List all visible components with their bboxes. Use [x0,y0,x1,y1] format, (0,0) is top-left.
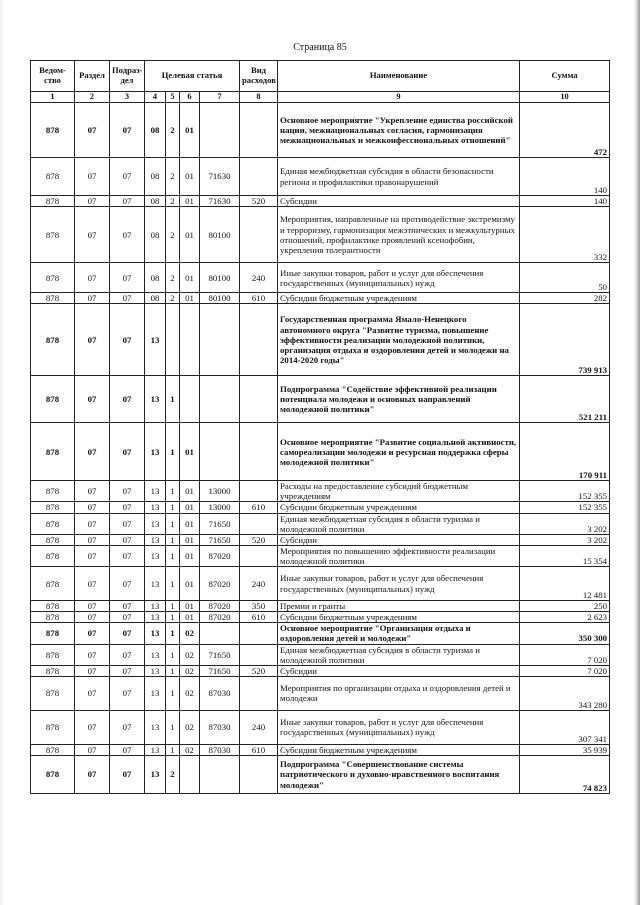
header-vedomstvo: Ведом-ство [31,61,75,92]
cell-vedomstvo: 878 [31,376,75,423]
cell-razdel: 07 [75,423,110,481]
cell-celevaya-3 [180,376,200,423]
cell-naimenovanie: Субсидии бюджетным учреждениям [278,293,520,304]
cell-razdel: 07 [75,263,110,293]
cell-podrazdel: 07 [110,376,145,423]
cell-summa: 307 341 [520,710,610,744]
cell-celevaya-1: 13 [145,665,166,676]
cell-celevaya-2: 1 [166,601,180,612]
cell-celevaya-1: 13 [145,304,166,376]
cell-celevaya-1: 13 [145,612,166,623]
cell-razdel: 07 [75,513,110,534]
cell-vid-rashodov [240,103,278,158]
cell-razdel: 07 [75,196,110,207]
col-number: 10 [520,92,610,103]
cell-celevaya-3: 01 [180,481,200,502]
cell-naimenovanie: Иные закупки товаров, работ и услуг для обеспечения государственных (муниципальных) нужд [278,710,520,744]
cell-razdel: 07 [75,601,110,612]
cell-summa: 739 913 [520,304,610,376]
table-header [31,61,610,103]
cell-celevaya-1: 13 [145,601,166,612]
cell-celevaya-3: 01 [180,601,200,612]
cell-summa: 343 280 [520,676,610,710]
cell-celevaya-1: 13 [145,534,166,545]
cell-celevaya-4: 80100 [200,293,240,304]
table-row [31,676,610,710]
cell-vid-rashodov: 240 [240,710,278,744]
cell-razdel: 07 [75,376,110,423]
cell-celevaya-4: 71650 [200,513,240,534]
table-row [31,755,610,793]
cell-razdel: 07 [75,612,110,623]
cell-podrazdel: 07 [110,567,145,601]
cell-vid-rashodov: 610 [240,612,278,623]
cell-podrazdel: 07 [110,755,145,793]
cell-vid-rashodov [240,545,278,566]
cell-vedomstvo: 878 [31,755,75,793]
cell-celevaya-1: 13 [145,423,166,481]
cell-vid-rashodov [240,676,278,710]
scan-right-edge [634,0,640,905]
cell-podrazdel: 07 [110,644,145,665]
cell-celevaya-4: 87030 [200,676,240,710]
cell-vid-rashodov: 350 [240,601,278,612]
cell-celevaya-3: 01 [180,567,200,601]
cell-summa: 7 020 [520,644,610,665]
cell-celevaya-3: 01 [180,196,200,207]
cell-celevaya-2: 2 [166,158,180,196]
cell-naimenovanie: Подпрограмма "Совершенствование системы патриотического и духовно-нравственного воспитания молодежи" [278,755,520,793]
cell-celevaya-4: 80100 [200,263,240,293]
cell-summa: 282 [520,293,610,304]
cell-podrazdel: 07 [110,423,145,481]
cell-celevaya-2 [166,304,180,376]
cell-celevaya-4: 87030 [200,710,240,744]
cell-razdel: 07 [75,567,110,601]
cell-celevaya-1: 13 [145,623,166,644]
cell-naimenovanie: Единая межбюджетная субсидия в области безопасности региона и профилактики правонарушений [278,158,520,196]
cell-celevaya-3: 01 [180,545,200,566]
cell-podrazdel: 07 [110,158,145,196]
table-row [31,612,610,623]
cell-celevaya-4: 71650 [200,665,240,676]
col-number: 8 [240,92,278,103]
cell-vedomstvo: 878 [31,534,75,545]
cell-naimenovanie: Иные закупки товаров, работ и услуг для обеспечения государственных (муниципальных) нужд [278,567,520,601]
cell-vid-rashodov [240,623,278,644]
cell-vedomstvo: 878 [31,481,75,502]
table-row [31,103,610,158]
cell-podrazdel: 07 [110,612,145,623]
cell-vid-rashodov [240,376,278,423]
cell-vid-rashodov [240,158,278,196]
header-summa: Сумма [520,61,610,92]
cell-podrazdel: 07 [110,744,145,755]
cell-podrazdel: 07 [110,207,145,263]
cell-celevaya-2: 1 [166,481,180,502]
budget-table [30,60,610,794]
col-number: 3 [110,92,145,103]
cell-summa: 140 [520,158,610,196]
cell-summa: 350 300 [520,623,610,644]
cell-naimenovanie: Субсидии [278,534,520,545]
cell-celevaya-1: 08 [145,196,166,207]
cell-celevaya-2: 2 [166,293,180,304]
cell-naimenovanie: Субсидии бюджетным учреждениям [278,502,520,513]
cell-celevaya-2: 1 [166,744,180,755]
cell-celevaya-1: 13 [145,545,166,566]
cell-naimenovanie: Основное мероприятие "Укрепление единства российской нации, межнациональных согласия, гармонизация межнациональных и межконфессиональных отношений" [278,103,520,158]
cell-razdel: 07 [75,481,110,502]
cell-naimenovanie: Субсидии бюджетным учреждениям [278,744,520,755]
cell-razdel: 07 [75,545,110,566]
cell-celevaya-1: 13 [145,755,166,793]
cell-celevaya-4: 80100 [200,207,240,263]
table-row [31,196,610,207]
cell-celevaya-1: 13 [145,502,166,513]
table-body [31,103,610,794]
cell-razdel: 07 [75,623,110,644]
table-row [31,293,610,304]
cell-celevaya-3: 01 [180,513,200,534]
header-naimenovanie: Наименование [278,61,520,92]
cell-celevaya-2: 1 [166,612,180,623]
table-row [31,623,610,644]
cell-celevaya-1: 08 [145,293,166,304]
cell-vid-rashodov [240,423,278,481]
cell-naimenovanie: Основное мероприятие "Организация отдыха и оздоровления детей и молодежи" [278,623,520,644]
col-number: 7 [200,92,240,103]
cell-celevaya-4: 87030 [200,744,240,755]
cell-vedomstvo: 878 [31,158,75,196]
cell-celevaya-2: 2 [166,196,180,207]
header-podrazdel: Подраз-дел [110,61,145,92]
table-row [31,376,610,423]
table-row [31,545,610,566]
cell-celevaya-2: 1 [166,513,180,534]
budget-table-container [30,60,609,794]
cell-celevaya-4: 87020 [200,567,240,601]
table-row [31,744,610,755]
cell-razdel: 07 [75,644,110,665]
cell-summa: 521 211 [520,376,610,423]
cell-naimenovanie: Основное мероприятие "Развитие социальной активности, самореализации молодежи и ресурсная поддержка сферы молодежной политики" [278,423,520,481]
cell-summa: 170 911 [520,423,610,481]
table-row [31,644,610,665]
cell-naimenovanie: Субсидии бюджетным учреждениям [278,612,520,623]
cell-celevaya-2: 1 [166,676,180,710]
table-row [31,513,610,534]
cell-razdel: 07 [75,676,110,710]
cell-celevaya-2: 1 [166,376,180,423]
col-number: 4 [145,92,166,103]
cell-celevaya-3: 01 [180,103,200,158]
cell-vedomstvo: 878 [31,423,75,481]
cell-vid-rashodov: 610 [240,502,278,513]
cell-celevaya-3: 01 [180,423,200,481]
cell-celevaya-3: 01 [180,534,200,545]
cell-celevaya-3: 02 [180,744,200,755]
cell-celevaya-2: 2 [166,207,180,263]
cell-naimenovanie: Субсидии [278,196,520,207]
cell-celevaya-4 [200,103,240,158]
cell-celevaya-1: 13 [145,481,166,502]
cell-celevaya-1: 13 [145,710,166,744]
table-row [31,665,610,676]
table-row [31,423,610,481]
cell-podrazdel: 07 [110,103,145,158]
cell-celevaya-3: 02 [180,665,200,676]
cell-podrazdel: 07 [110,513,145,534]
cell-vid-rashodov: 610 [240,293,278,304]
cell-vedomstvo: 878 [31,545,75,566]
cell-celevaya-1: 13 [145,676,166,710]
cell-podrazdel: 07 [110,545,145,566]
cell-razdel: 07 [75,502,110,513]
cell-podrazdel: 07 [110,676,145,710]
cell-celevaya-2: 1 [166,644,180,665]
cell-vedomstvo: 878 [31,196,75,207]
cell-celevaya-1: 08 [145,103,166,158]
cell-naimenovanie: Расходы на предоставление субсидий бюджетным учреждениям [278,481,520,502]
cell-celevaya-3: 01 [180,502,200,513]
cell-celevaya-2: 2 [166,103,180,158]
cell-celevaya-4: 13000 [200,502,240,513]
cell-podrazdel: 07 [110,623,145,644]
cell-razdel: 07 [75,534,110,545]
cell-naimenovanie: Мероприятия по повышению эффективности реализации молодежной политики [278,545,520,566]
cell-vid-rashodov [240,207,278,263]
cell-celevaya-3: 02 [180,710,200,744]
cell-razdel: 07 [75,755,110,793]
header-vid-rashodov: Вид расходов [240,61,278,92]
column-number-row [31,92,610,103]
cell-razdel: 07 [75,710,110,744]
cell-naimenovanie: Мероприятия по организации отдыха и оздоровления детей и молодежи [278,676,520,710]
table-row [31,601,610,612]
cell-vedomstvo: 878 [31,103,75,158]
cell-celevaya-4: 71650 [200,644,240,665]
cell-podrazdel: 07 [110,196,145,207]
cell-podrazdel: 07 [110,665,145,676]
cell-celevaya-2: 1 [166,710,180,744]
cell-naimenovanie: Субсидии [278,665,520,676]
cell-podrazdel: 07 [110,293,145,304]
col-number: 9 [278,92,520,103]
cell-vedomstvo: 878 [31,612,75,623]
cell-celevaya-2: 1 [166,623,180,644]
cell-vedomstvo: 878 [31,744,75,755]
cell-vid-rashodov [240,481,278,502]
cell-naimenovanie: Единая межбюджетная субсидия в области туризма и молодежной политики [278,644,520,665]
cell-podrazdel: 07 [110,263,145,293]
cell-summa: 152 355 [520,481,610,502]
cell-vedomstvo: 878 [31,665,75,676]
cell-razdel: 07 [75,744,110,755]
cell-celevaya-4 [200,376,240,423]
cell-razdel: 07 [75,293,110,304]
cell-celevaya-2: 1 [166,534,180,545]
cell-summa: 140 [520,196,610,207]
page-label: Страница 85 [293,42,347,53]
cell-summa: 12 481 [520,567,610,601]
cell-razdel: 07 [75,304,110,376]
col-number: 1 [31,92,75,103]
cell-vid-rashodov: 240 [240,567,278,601]
cell-celevaya-4: 71630 [200,158,240,196]
cell-vedomstvo: 878 [31,710,75,744]
cell-celevaya-1: 08 [145,158,166,196]
cell-celevaya-2: 1 [166,545,180,566]
cell-celevaya-4: 71630 [200,196,240,207]
cell-summa: 74 823 [520,755,610,793]
cell-naimenovanie: Мероприятия, направленные на противодействие экстремизму и терроризму, гармонизация межэтнических и межкультурных отношений, профилактике проявлений ксенофобии, укрепления толерантности [278,207,520,263]
cell-summa: 3 202 [520,534,610,545]
cell-celevaya-4 [200,623,240,644]
table-row [31,534,610,545]
table-row [31,481,610,502]
table-row [31,158,610,196]
cell-vedomstvo: 878 [31,567,75,601]
cell-podrazdel: 07 [110,601,145,612]
header-celevaya-statya: Целевая статья [145,61,240,92]
cell-vid-rashodov [240,304,278,376]
cell-celevaya-4 [200,423,240,481]
cell-razdel: 07 [75,103,110,158]
cell-celevaya-1: 13 [145,567,166,601]
cell-celevaya-3: 01 [180,207,200,263]
cell-celevaya-2: 1 [166,567,180,601]
cell-summa: 3 202 [520,513,610,534]
cell-vedomstvo: 878 [31,502,75,513]
cell-naimenovanie: Подпрограмма "Содействие эффективной реализации потенциала молодежи и основных направлений молодежной политики" [278,376,520,423]
cell-celevaya-1: 08 [145,263,166,293]
cell-celevaya-2: 1 [166,423,180,481]
cell-vid-rashodov [240,755,278,793]
cell-celevaya-3: 01 [180,612,200,623]
cell-celevaya-4: 87020 [200,601,240,612]
cell-podrazdel: 07 [110,534,145,545]
table-row [31,263,610,293]
cell-vedomstvo: 878 [31,207,75,263]
cell-celevaya-1: 13 [145,644,166,665]
cell-podrazdel: 07 [110,304,145,376]
cell-vedomstvo: 878 [31,513,75,534]
cell-vid-rashodov: 520 [240,534,278,545]
cell-celevaya-4: 87020 [200,545,240,566]
cell-celevaya-3 [180,755,200,793]
table-row [31,304,610,376]
cell-vedomstvo: 878 [31,676,75,710]
cell-summa: 472 [520,103,610,158]
cell-celevaya-1: 13 [145,376,166,423]
cell-vid-rashodov: 240 [240,263,278,293]
table-row [31,567,610,601]
cell-summa: 332 [520,207,610,263]
cell-vid-rashodov: 520 [240,196,278,207]
cell-celevaya-4: 13000 [200,481,240,502]
cell-vid-rashodov: 520 [240,665,278,676]
cell-vedomstvo: 878 [31,304,75,376]
cell-celevaya-3: 02 [180,623,200,644]
cell-vid-rashodov: 610 [240,744,278,755]
col-number: 5 [166,92,180,103]
cell-vedomstvo: 878 [31,623,75,644]
cell-celevaya-3 [180,304,200,376]
cell-celevaya-4: 87020 [200,612,240,623]
cell-celevaya-3: 01 [180,293,200,304]
cell-celevaya-3: 02 [180,676,200,710]
cell-naimenovanie: Иные закупки товаров, работ и услуг для обеспечения государственных (муниципальных) нужд [278,263,520,293]
cell-podrazdel: 07 [110,481,145,502]
cell-celevaya-4 [200,755,240,793]
cell-naimenovanie: Единая межбюджетная субсидия в области туризма и молодежной политики [278,513,520,534]
cell-podrazdel: 07 [110,502,145,513]
cell-celevaya-4 [200,304,240,376]
cell-celevaya-1: 13 [145,513,166,534]
header-razdel: Раздел [75,61,110,92]
cell-vedomstvo: 878 [31,263,75,293]
cell-podrazdel: 07 [110,710,145,744]
cell-celevaya-3: 01 [180,158,200,196]
cell-celevaya-2: 1 [166,502,180,513]
cell-summa: 2 623 [520,612,610,623]
table-row [31,710,610,744]
cell-summa: 50 [520,263,610,293]
cell-summa: 35 939 [520,744,610,755]
cell-summa: 250 [520,601,610,612]
cell-vedomstvo: 878 [31,644,75,665]
cell-vid-rashodov [240,513,278,534]
cell-razdel: 07 [75,158,110,196]
cell-celevaya-2: 1 [166,665,180,676]
cell-celevaya-3: 02 [180,644,200,665]
cell-celevaya-2: 2 [166,755,180,793]
cell-summa: 152 355 [520,502,610,513]
scan-left-edge [0,0,3,905]
cell-summa: 7 020 [520,665,610,676]
cell-summa: 15 354 [520,545,610,566]
cell-celevaya-3: 01 [180,263,200,293]
table-row [31,207,610,263]
cell-vedomstvo: 878 [31,601,75,612]
cell-celevaya-1: 13 [145,744,166,755]
cell-naimenovanie: Государственная программа Ямало-Ненецкого автономного округа "Развитие туризма, повышение эффективности реализации молодежной политики, организация отдыха и оздоровления детей и молодежи на 2014-2020 годы" [278,304,520,376]
cell-razdel: 07 [75,207,110,263]
cell-vedomstvo: 878 [31,293,75,304]
cell-naimenovanie: Премии и гранты [278,601,520,612]
col-number: 6 [180,92,200,103]
cell-celevaya-4: 71650 [200,534,240,545]
cell-celevaya-1: 08 [145,207,166,263]
cell-razdel: 07 [75,665,110,676]
table-row [31,502,610,513]
cell-celevaya-2: 2 [166,263,180,293]
cell-vid-rashodov [240,644,278,665]
col-number: 2 [75,92,110,103]
